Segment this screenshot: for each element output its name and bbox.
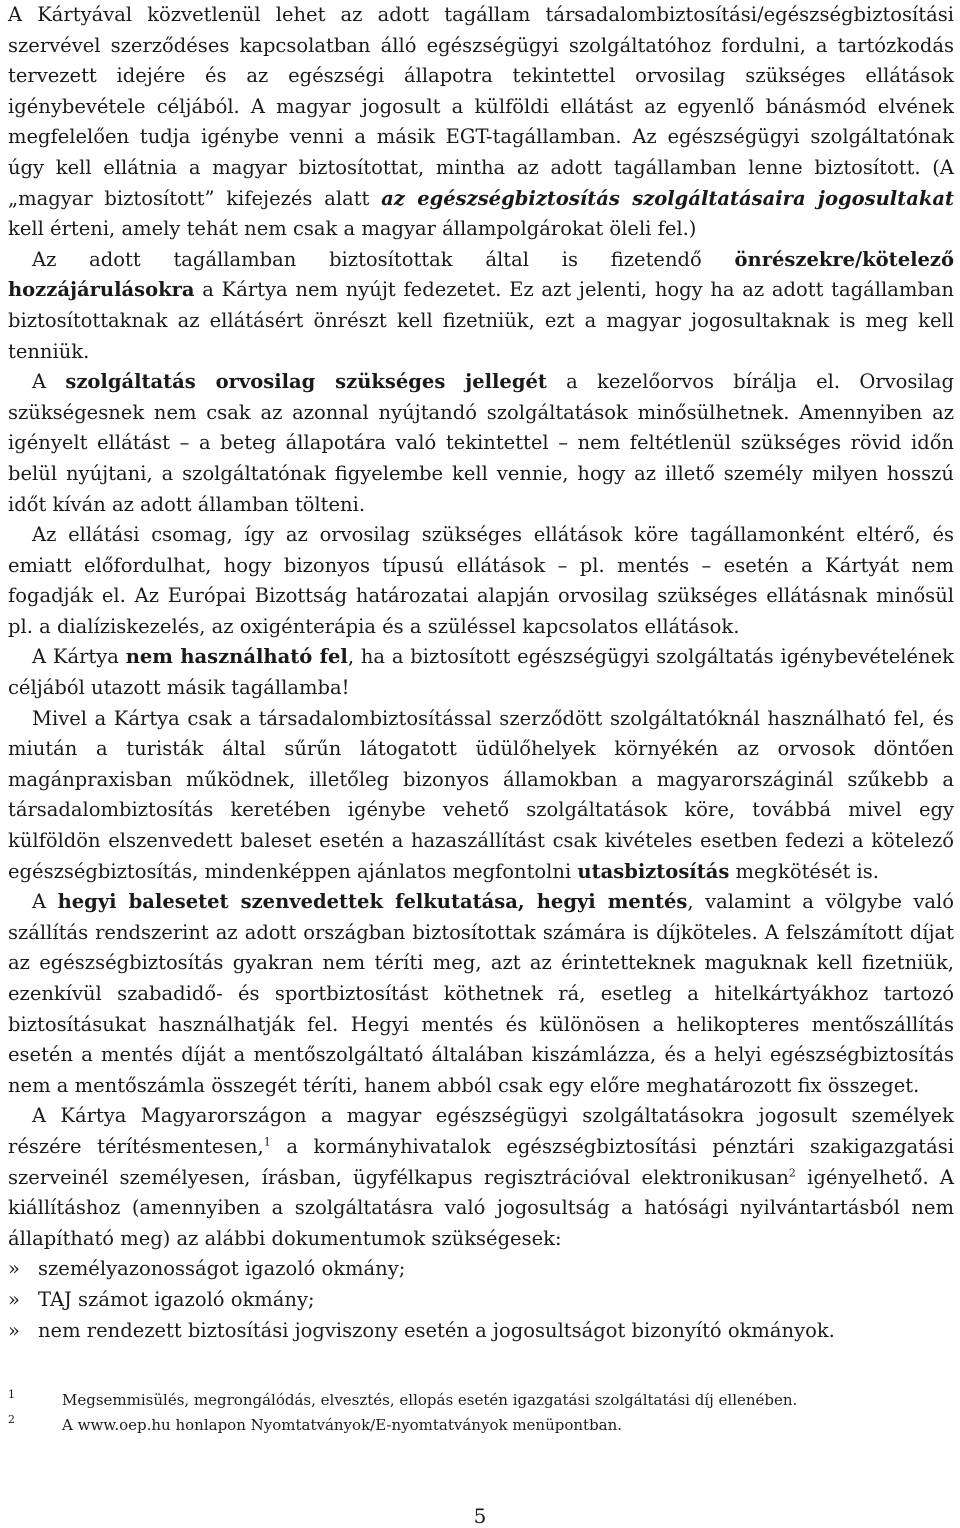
text-run: igényelhető. A kiállításhoz (amennyiben a szolgáltatásra való jogosultság a hatósági nyilvántartásból nem állapítható meg) az alábbi dokumentumok szükségesek:: [8, 1165, 955, 1250]
bold-text: nem használható fel: [125, 645, 348, 669]
footnote-number: 2: [8, 1413, 15, 1426]
footnote-text: Megsemmisülés, megrongálódás, elvesztés, ellopás esetén igazgatási szolgáltatási díj ellenében.: [62, 1391, 798, 1409]
bold-text: hegyi balesetet szenvedettek felkutatása, hegyi mentés: [57, 890, 688, 914]
paragraph-travel-insurance: [8, 704, 954, 888]
text-run: a kormányhivatalok egészségbiztosítási pénztári szakigazgatási szerveinél személyesen, írásban, ügyfélkapus regisztrációval elektronikusan: [8, 1134, 954, 1189]
paragraph-care-package: [8, 520, 954, 642]
paragraph-not-usable: [8, 642, 954, 703]
text-run: Az adott tagállamban biztosítottak által is fizetendő: [32, 247, 735, 271]
bold-text: utasbiztosítás: [577, 859, 730, 883]
text-run: A Kártyával közvetlenül lehet az adott tagállam társadalombiztosítási/egészségbiztosítási szervével szerződéses kapcsolatban álló egészségügyi szolgáltatóhoz fordulni, a tartózkodás tervezett idejére és az egészségi állapotra tekintettel orvosilag szükséges ellátások igénybevétele céljából. A magyar jogosult a külföldi ellátást az egyenlő bánásmód elvének megfelelően tudja igénybe venni a másik EGT-tagállamban. Az egészségügyi szolgáltatónak úgy kell ellátnia a magyar biztosítottat, mintha az adott tagállamban lenne biztosított. (A „magyar biztosított” kifejezés alatt: [8, 3, 954, 210]
text-run: A Kártya Magyarországon a magyar egészségügyi szolgáltatásokra jogosult személyek részére térítésmentesen,: [8, 1104, 954, 1158]
text-run: Az ellátási csomag, így az orvosilag szükséges ellátások köre tagállamonként eltérő, és emiatt előfordulhat, hogy bizonyos típusú ellátások – pl. mentés – esetén a Kártyát nem fogadják el. Az Európai Bizottság határozatai alapján orvosilag szükséges ellátásnak minősül pl. a dialíziskezelés, az oxigénterápia és a szüléssel kapcsolatos ellátások.: [8, 523, 954, 638]
text-run: , ha a biztosított egészségügyi szolgáltatás igénybevételének céljából utazott másik tagállamba!: [8, 645, 954, 700]
bold-text: szolgáltatás orvosilag szükséges jellegét: [65, 370, 547, 394]
paragraph-mountain-rescue: [8, 887, 954, 1101]
page-body: [8, 0, 954, 1346]
text-run: a kezelőorvos bírálja el. Orvosilag szükségesnek nem csak az azonnal nyújtandó szolgáltatások minősülhetnek. Amennyiben az igényelt ellátást – a beteg állapotára való tekintettel – nem feltétlenül szükséges rövid időn belül nyújtani, a szolgáltatónak figyelembe kell vennie, hogy az illető személy milyen hosszú időt kíván az adott államban tölteni.: [8, 370, 955, 516]
text-run: , valamint a völgybe való szállítás rendszerint az adott országban biztosítottak számára is díjköteles. A felszámított díjat az egészségbiztosítás gyakran nem téríti meg, azt az érintetteknek maguknak kell fizetniük, ezenkívül szabadidő- és sportbiztosítást köthetnek rá, esetleg a hitelkártyákhoz tartozó biztosításukat használhatják fel. Hegyi mentés és különösen a helikopteres mentőszállítás esetén a mentés díját a mentőszolgáltató általában kiszámlázza, és a helyi egészségbiztosítás nem a mentőszámla összegét téríti, hanem abból csak egy előre meghatározott fix összeget.: [8, 890, 955, 1097]
paragraph-copayment: [8, 245, 954, 367]
footnote: [8, 1413, 908, 1438]
bold-text: önrészekre/kötelező hozzájárulásokra: [8, 247, 954, 302]
paragraph-medical-necessity: [8, 367, 954, 520]
paragraph-how-to-apply: [8, 1101, 954, 1254]
bullet-marker: »: [8, 1318, 20, 1342]
footnote: [8, 1388, 908, 1413]
list-item: [8, 1285, 954, 1316]
text-run: kell érteni, amely tehát nem csak a magyar állampolgárokat öleli fel.): [8, 217, 697, 241]
list-item-text: személyazonosságot igazoló okmány;: [38, 1257, 406, 1281]
text-run: a Kártya nem nyújt fedezetet. Ez azt jelenti, hogy ha az adott tagállamban biztosítottaknak az ellátásért önrészt kell fizetniük, ezt a magyar jogosultaknak is meg kell tenniük.: [8, 278, 954, 363]
text-run: A Kártya: [32, 645, 126, 669]
text-run: Mivel a Kártya csak a társadalombiztosítással szerződött szolgáltatóknál használható fel, és miután a turisták által sűrűn látogatott üdülőhelyek környékén az orvosok döntően magánpraxisban működnek, illetőleg bizonyos államokban a magyarországinál szűkebb a társadalombiztosítás keretében igénybe vehető szolgáltatások köre, továbbá mivel egy külföldön elszenvedett baleset esetén a hazaszállítást csak kivételes esetben fedezi a kötelező egészségbiztosítás, mindenképpen ajánlatos megfontolni: [8, 706, 954, 883]
list-item: [8, 1254, 954, 1285]
footnote-ref: 2: [788, 1166, 796, 1180]
list-item-text: nem rendezett biztosítási jogviszony esetén a jogosultságot bizonyító okmányok.: [38, 1318, 835, 1342]
page-number: 5: [473, 1504, 487, 1528]
text-run: A: [32, 890, 58, 914]
list-item-text: TAJ számot igazoló okmány;: [38, 1287, 315, 1311]
paragraph-kartya-access: [8, 0, 954, 245]
footnote-text: A www.oep.hu honlapon Nyomtatványok/E-nyomtatványok menüpontban.: [62, 1416, 623, 1434]
bullet-marker: »: [8, 1287, 20, 1311]
text-run: A: [32, 370, 66, 394]
footnote-ref: 1: [263, 1135, 271, 1149]
list-item: [8, 1316, 954, 1347]
emphasis-text: az egészségbiztosítás szolgáltatásaira jogosultakat: [381, 186, 954, 210]
footnotes: [8, 1388, 908, 1438]
bullet-marker: »: [8, 1257, 20, 1281]
required-documents-list: [8, 1254, 954, 1346]
text-run: megkötését is.: [729, 859, 879, 883]
footnote-number: 1: [8, 1388, 15, 1401]
